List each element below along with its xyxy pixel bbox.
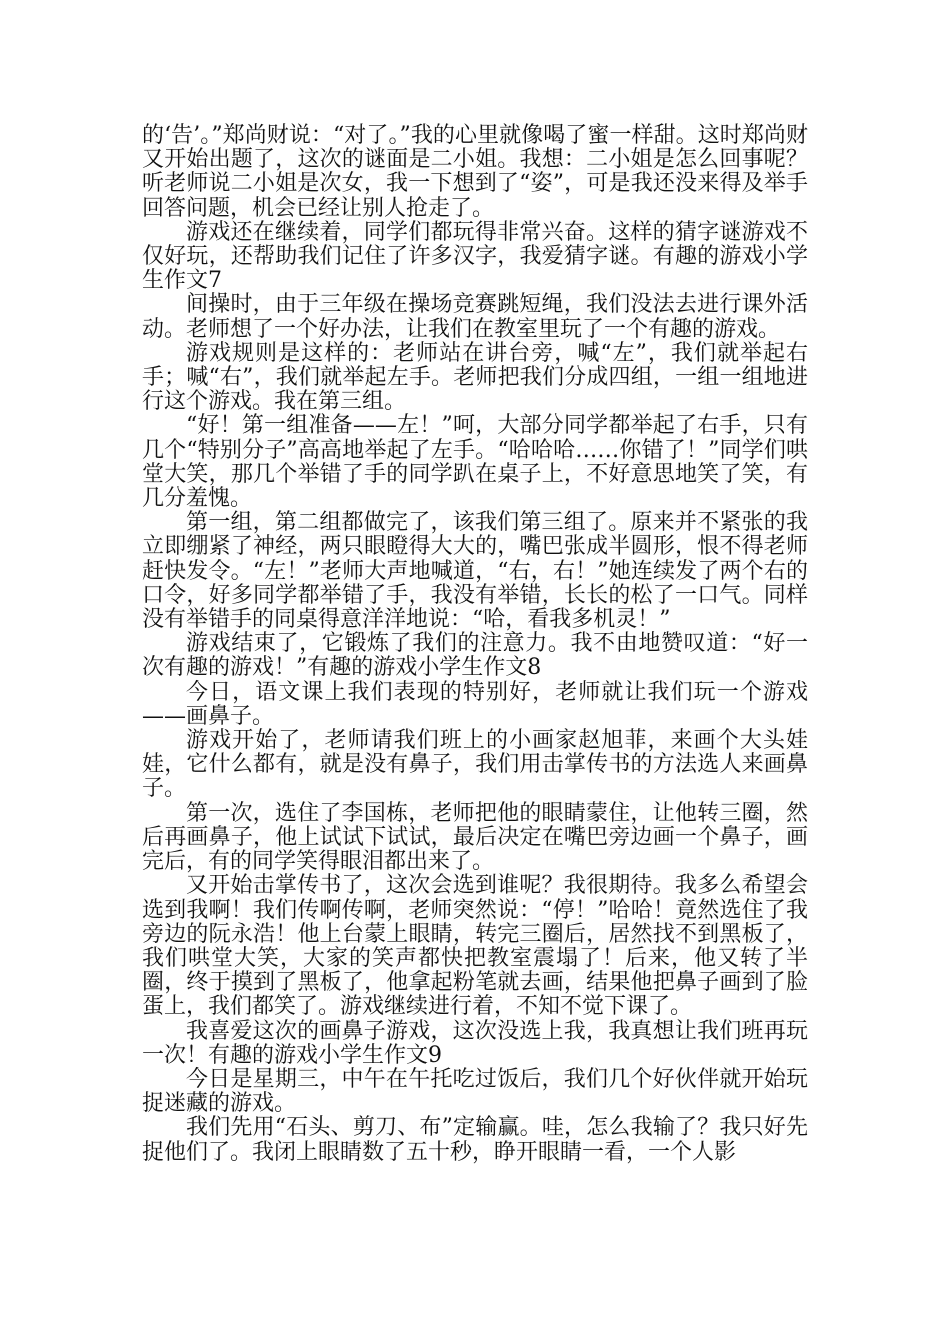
paragraph: 间操时，由于三年级在操场竞赛跳短绳，我们没法去进行课外活动。老师想了一个好办法，让我们在教室里玩了一个有趣的游戏。: [142, 292, 808, 342]
document-body: [142, 124, 808, 1165]
paragraph: 游戏还在继续着，同学们都玩得非常兴奋。这样的猜字谜游戏不仅好玩，还帮助我们记住了许多汉字，我爱猜字谜。有趣的游戏小学生作文7: [142, 219, 808, 294]
paragraph: 我喜爱这次的画鼻子游戏，这次没选上我，我真想让我们班再玩一次！有趣的游戏小学生作文9: [142, 1018, 808, 1068]
paragraph: 游戏结束了，它锻炼了我们的注意力。我不由地赞叹道：“好一次有趣的游戏！”有趣的游戏小学生作文8: [142, 631, 808, 681]
paragraph: 又开始击掌传书了，这次会选到谁呢？我很期待。我多么希望会选到我啊！我们传啊传啊，老师突然说：“停！”哈哈！竟然选住了我旁边的阮永浩！他上台蒙上眼睛，转完三圈后，居然找不到黑板了，我们哄堂大笑，大家的笑声都快把教室震塌了！后来，他又转了半圈，终于摸到了黑板了，他拿起粉笔就去画，结果他把鼻子画到了脸蛋上，我们都笑了。游戏继续进行着，不知不觉下课了。: [142, 873, 808, 1020]
paragraph: “好！第一组准备——左！”呵，大部分同学都举起了右手，只有几个“特别分子”高高地举起了左手。“哈哈哈……你错了！”同学们哄堂大笑，那几个举错了手的同学趴在桌子上，不好意思地笑了笑，有几分羞愧。: [142, 413, 808, 512]
paragraph: 今日，语文课上我们表现的特别好，老师就让我们玩一个游戏——画鼻子。: [142, 679, 808, 729]
paragraph: 游戏开始了，老师请我们班上的小画家赵旭菲，来画个大头娃娃，它什么都有，就是没有鼻子，我们用击掌传书的方法选人来画鼻子。: [142, 728, 808, 802]
paragraph: 的‘告’。”郑尚财说：“对了。”我的心里就像喝了蜜一样甜。这时郑尚财又开始出题了，这次的谜面是二小姐。我想：二小姐是怎么回事呢？听老师说二小姐是次女，我一下想到了“姿”，可是我还没来得及举手回答问题，机会已经让别人抢走了。: [142, 123, 808, 221]
paragraph: 我们先用“石头、剪刀、布”定输赢。哇，怎么我输了？我只好先捉他们了。我闭上眼睛数了五十秒，睁开眼睛一看，一个人影: [142, 1115, 808, 1165]
paragraph: 第一次，选住了李国栋，老师把他的眼睛蒙住，让他转三圈，然后再画鼻子，他上试试下试试，最后决定在嘴巴旁边画一个鼻子，画完后，有的同学笑得眼泪都出来了。: [142, 800, 808, 875]
paragraph: 游戏规则是这样的：老师站在讲台旁，喊“左”，我们就举起右手；喊“右”，我们就举起左手。老师把我们分成四组，一组一组地进行这个游戏。我在第三组。: [142, 340, 808, 415]
paragraph: 今日是星期三，中午在午托吃过饭后，我们几个好伙伴就开始玩捉迷藏的游戏。: [142, 1066, 808, 1117]
paragraph: 第一组，第二组都做完了，该我们第三组了。原来并不紧张的我立即绷紧了神经，两只眼瞪得大大的，嘴巴张成半圆形，恨不得老师赶快发令。“左！”老师大声地喊道，“右，右！”她连续发了两个右的口令，好多同学都举错了手，我没有举错，长长的松了一口气。同样没有举错手的同桌得意洋洋地说：“哈，看我多机灵！”: [142, 510, 808, 633]
